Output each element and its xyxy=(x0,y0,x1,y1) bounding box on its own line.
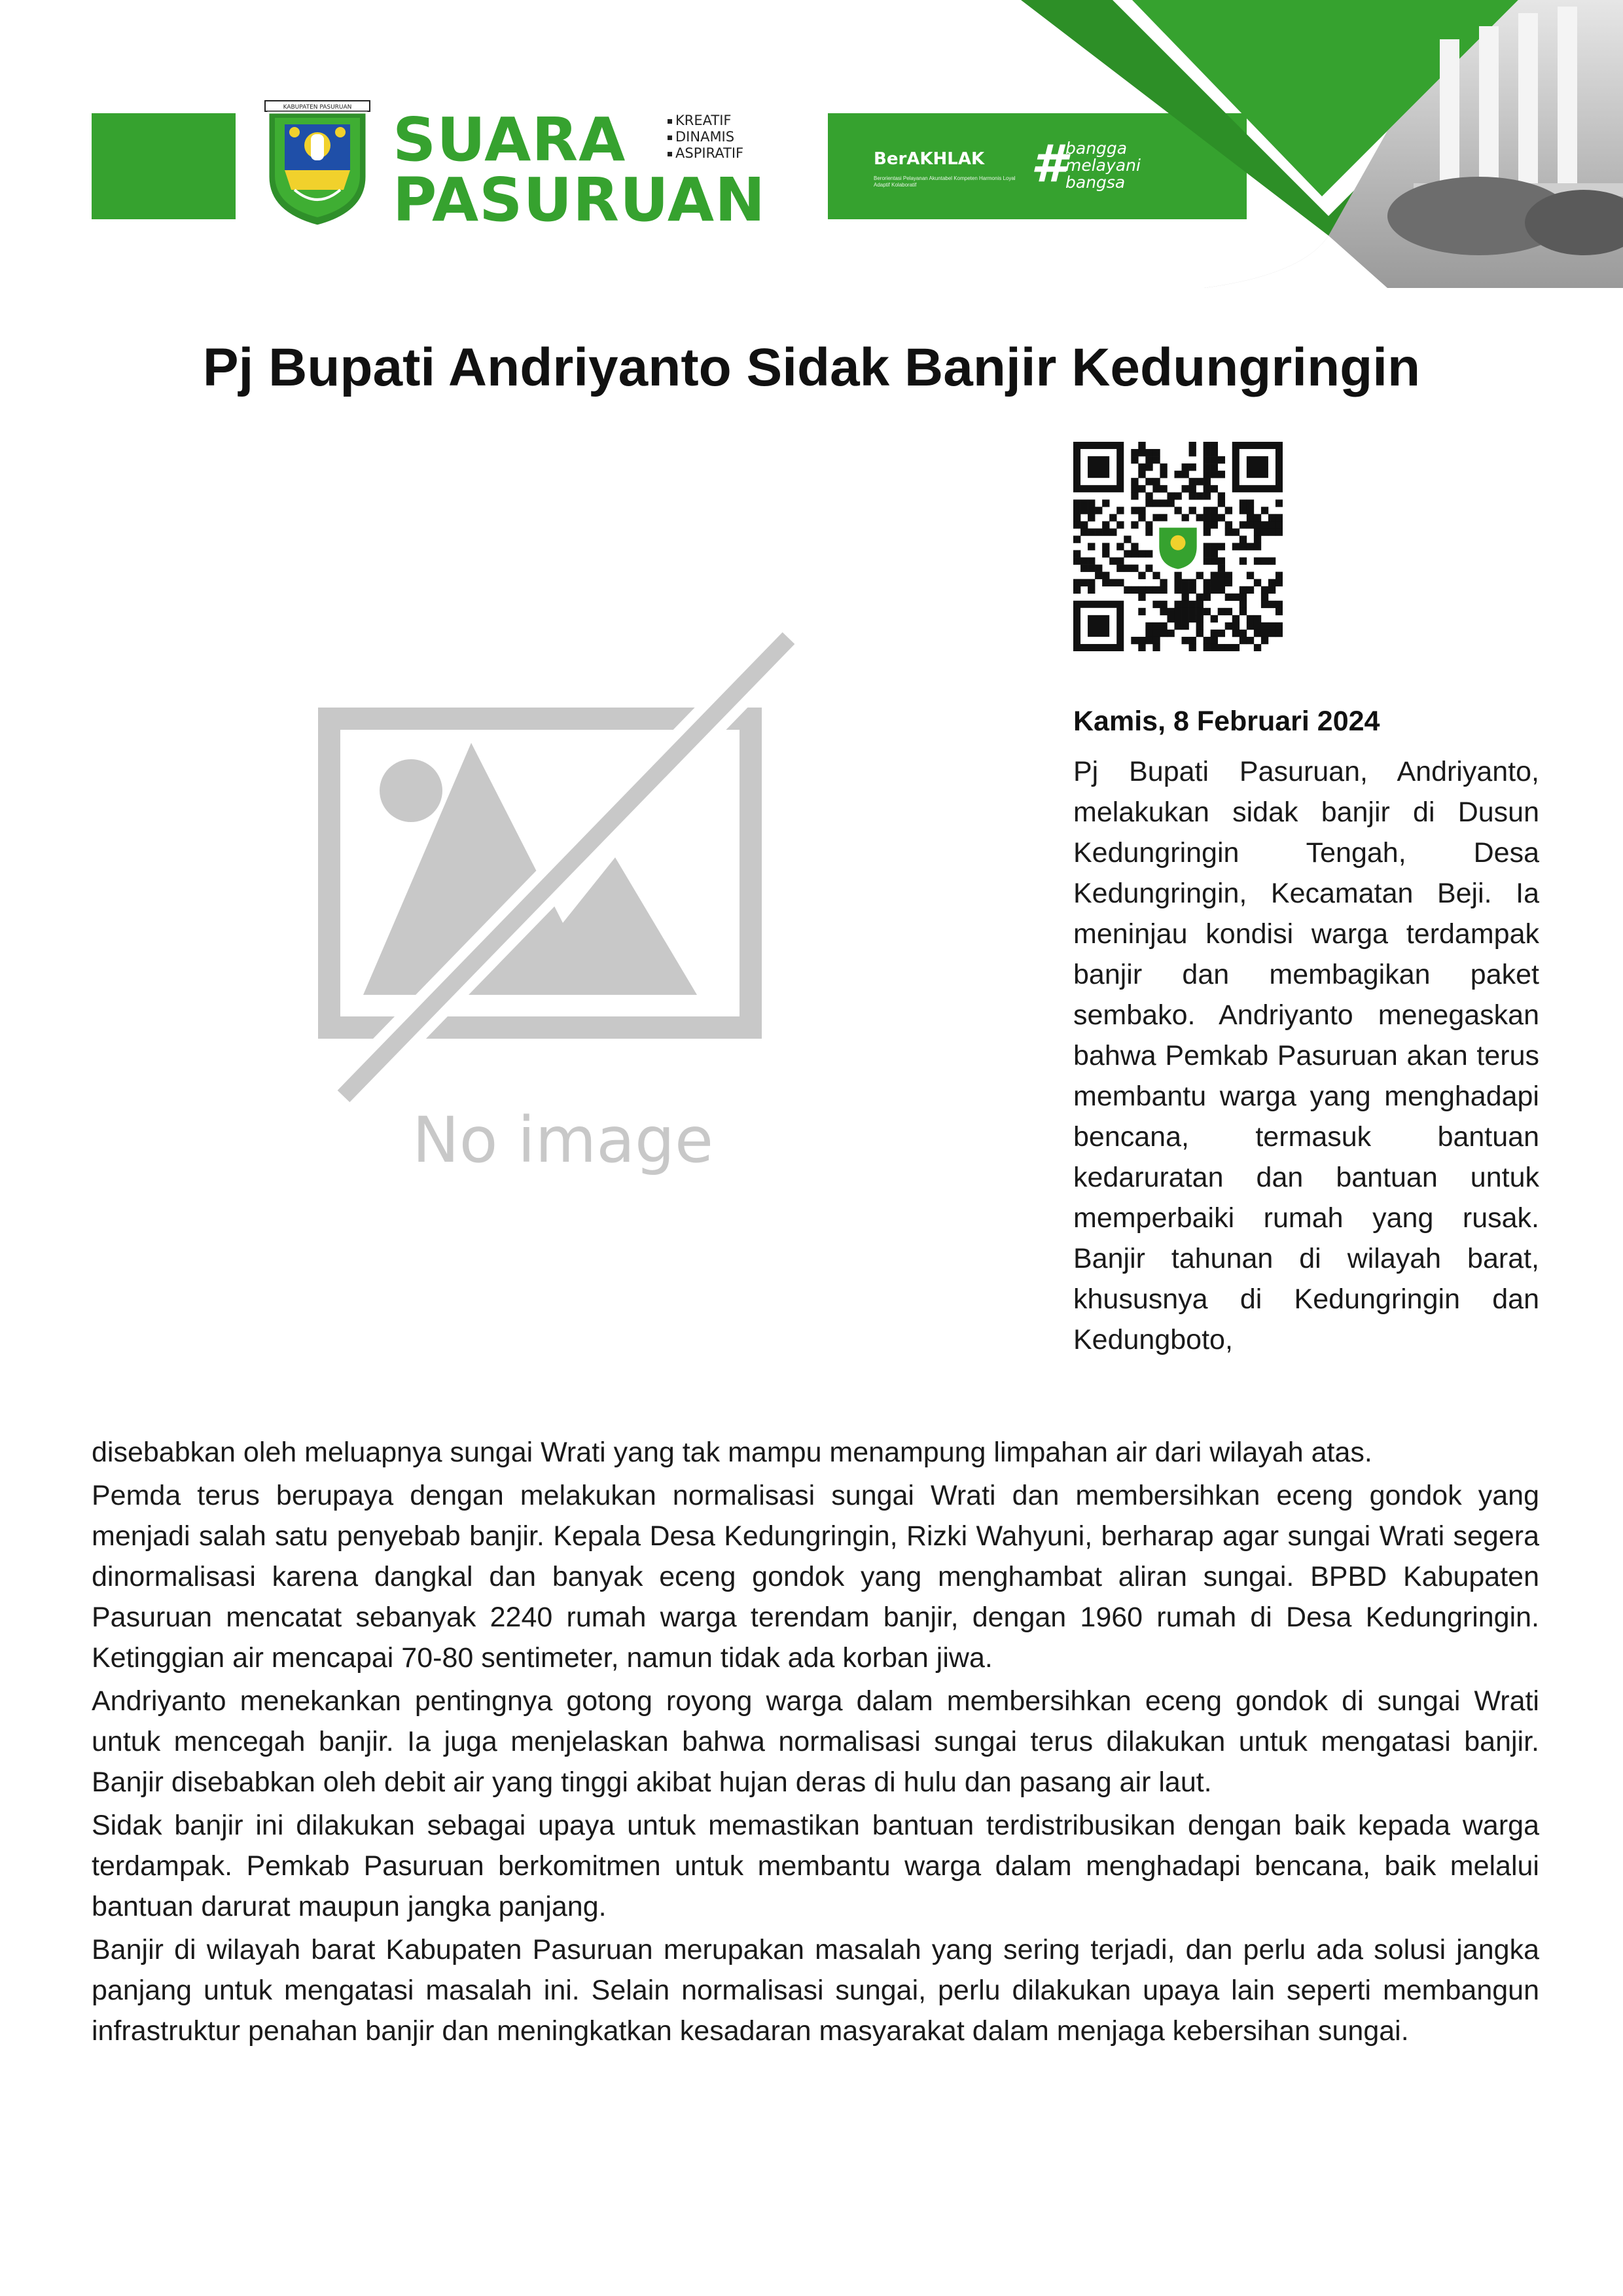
article-paragraph: Pemda terus berupaya dengan melakukan normalisasi sungai Wrati dan membersihkan eceng gondok yang menjadi salah satu penyebab banjir. Kepala Desa Kedungringin, Rizki Wahyuni, berharap agar sungai Wrati segera dinormalisasi karena dangkal dan banyak eceng gondok yang menghambat aliran sungai. BPBD Kabupaten Pasuruan mencatat sebanyak 2240 rumah warga terendam banjir, dengan 1960 rumah di Desa Kedungringin. Ketinggian air mencapai 70-80 sentimeter, namun tidak ada korban jiwa. xyxy=(92,1480,1539,1674)
article-paragraph: Andriyanto menekankan pentingnya gotong royong warga dalam membersihkan eceng gondok di sungai Wrati untuk mencegah banjir. Ia juga menjelaskan bahwa normalisasi sungai terus dilakukan untuk mengatasi banjir. Banjir disebabkan oleh debit air yang tinggi akibat hujan deras di hulu dan pasang air laut. xyxy=(92,1685,1539,1798)
brand-line-2: PASURUAN xyxy=(393,165,766,235)
slogan-word: bangsa xyxy=(1065,173,1126,192)
brand-tagline xyxy=(668,113,743,162)
article-intro: Pj Bupati Pasuruan, Andriyanto, melakukan sidak banjir di Dusun Kedungringin Tengah, Desa Kedungringin, Kecamatan Beji. Ia meninjau kondisi warga terdampak banjir dan membagikan paket sembako. Andriyanto menegaskan bahwa Pemkab Pasuruan akan terus membantu warga yang menghadapi bencana, termasuk bantuan kedaruratan dan bantuan untuk memperbaiki rumah yang rusak. Banjir tahunan di wilayah barat, khususnya di Kedungringin dan Kedungboto, xyxy=(1073,756,1539,1355)
berakhlak-subtitle: Berorientasi Pelayanan Akuntabel Kompeten Harmonis Loyal Adaptif Kolaboratif xyxy=(874,175,1016,188)
article-paragraph: Sidak banjir ini dilakukan sebagai upaya untuk memastikan bantuan terdistribusikan dengan baik kepada warga terdampak. Pemkab Pasuruan berkomitmen untuk membantu warga dalam menghadapi bencana, baik melalui bantuan darurat maupun jangka panjang. xyxy=(92,1810,1539,1922)
article-body xyxy=(92,1432,1539,2054)
tagline-item: ASPIRATIF xyxy=(668,145,743,162)
slogan-word: bangga xyxy=(1065,139,1128,158)
header-green-bar-left xyxy=(92,113,236,219)
article-title: Pj Bupati Andriyanto Sidak Banjir Kedungringin xyxy=(202,338,1421,397)
article-date: Kamis, 8 Februari 2024 xyxy=(1073,706,1380,737)
svg-text:KABUPATEN PASURUAN: KABUPATEN PASURUAN xyxy=(283,104,352,111)
page-header xyxy=(0,0,1623,288)
tagline-item: KREATIF xyxy=(668,113,743,129)
no-image-placeholder-icon xyxy=(314,628,812,1204)
berakhlak-logo: BerAKHLAK xyxy=(874,149,985,169)
slogan-word: melayani xyxy=(1065,156,1141,175)
building-photo-corner xyxy=(1021,0,1623,288)
qr-code-icon xyxy=(1073,442,1283,651)
article-intro-continued: disebabkan oleh meluapnya sungai Wrati yang tak mampu menampung limpahan air dari wilayah atas. xyxy=(92,1437,1372,1468)
article-paragraph: Banjir di wilayah barat Kabupaten Pasuruan merupakan masalah yang sering terjadi, dan perlu ada solusi jangka panjang untuk mengatasi masalah ini. Selain normalisasi sungai, perlu dilakukan upaya lain seperti membangun infrastruktur penahan banjir dan meningkatkan kesadaran masyarakat dalam menjaga kebersihan sungai. xyxy=(92,1934,1539,2047)
no-image-label: No image xyxy=(412,1103,714,1177)
pasuruan-emblem-icon xyxy=(259,98,376,229)
tagline-item: DINAMIS xyxy=(668,129,743,145)
hashtag-icon: # xyxy=(1031,135,1067,194)
brand-line-1: SUARA xyxy=(393,105,626,175)
